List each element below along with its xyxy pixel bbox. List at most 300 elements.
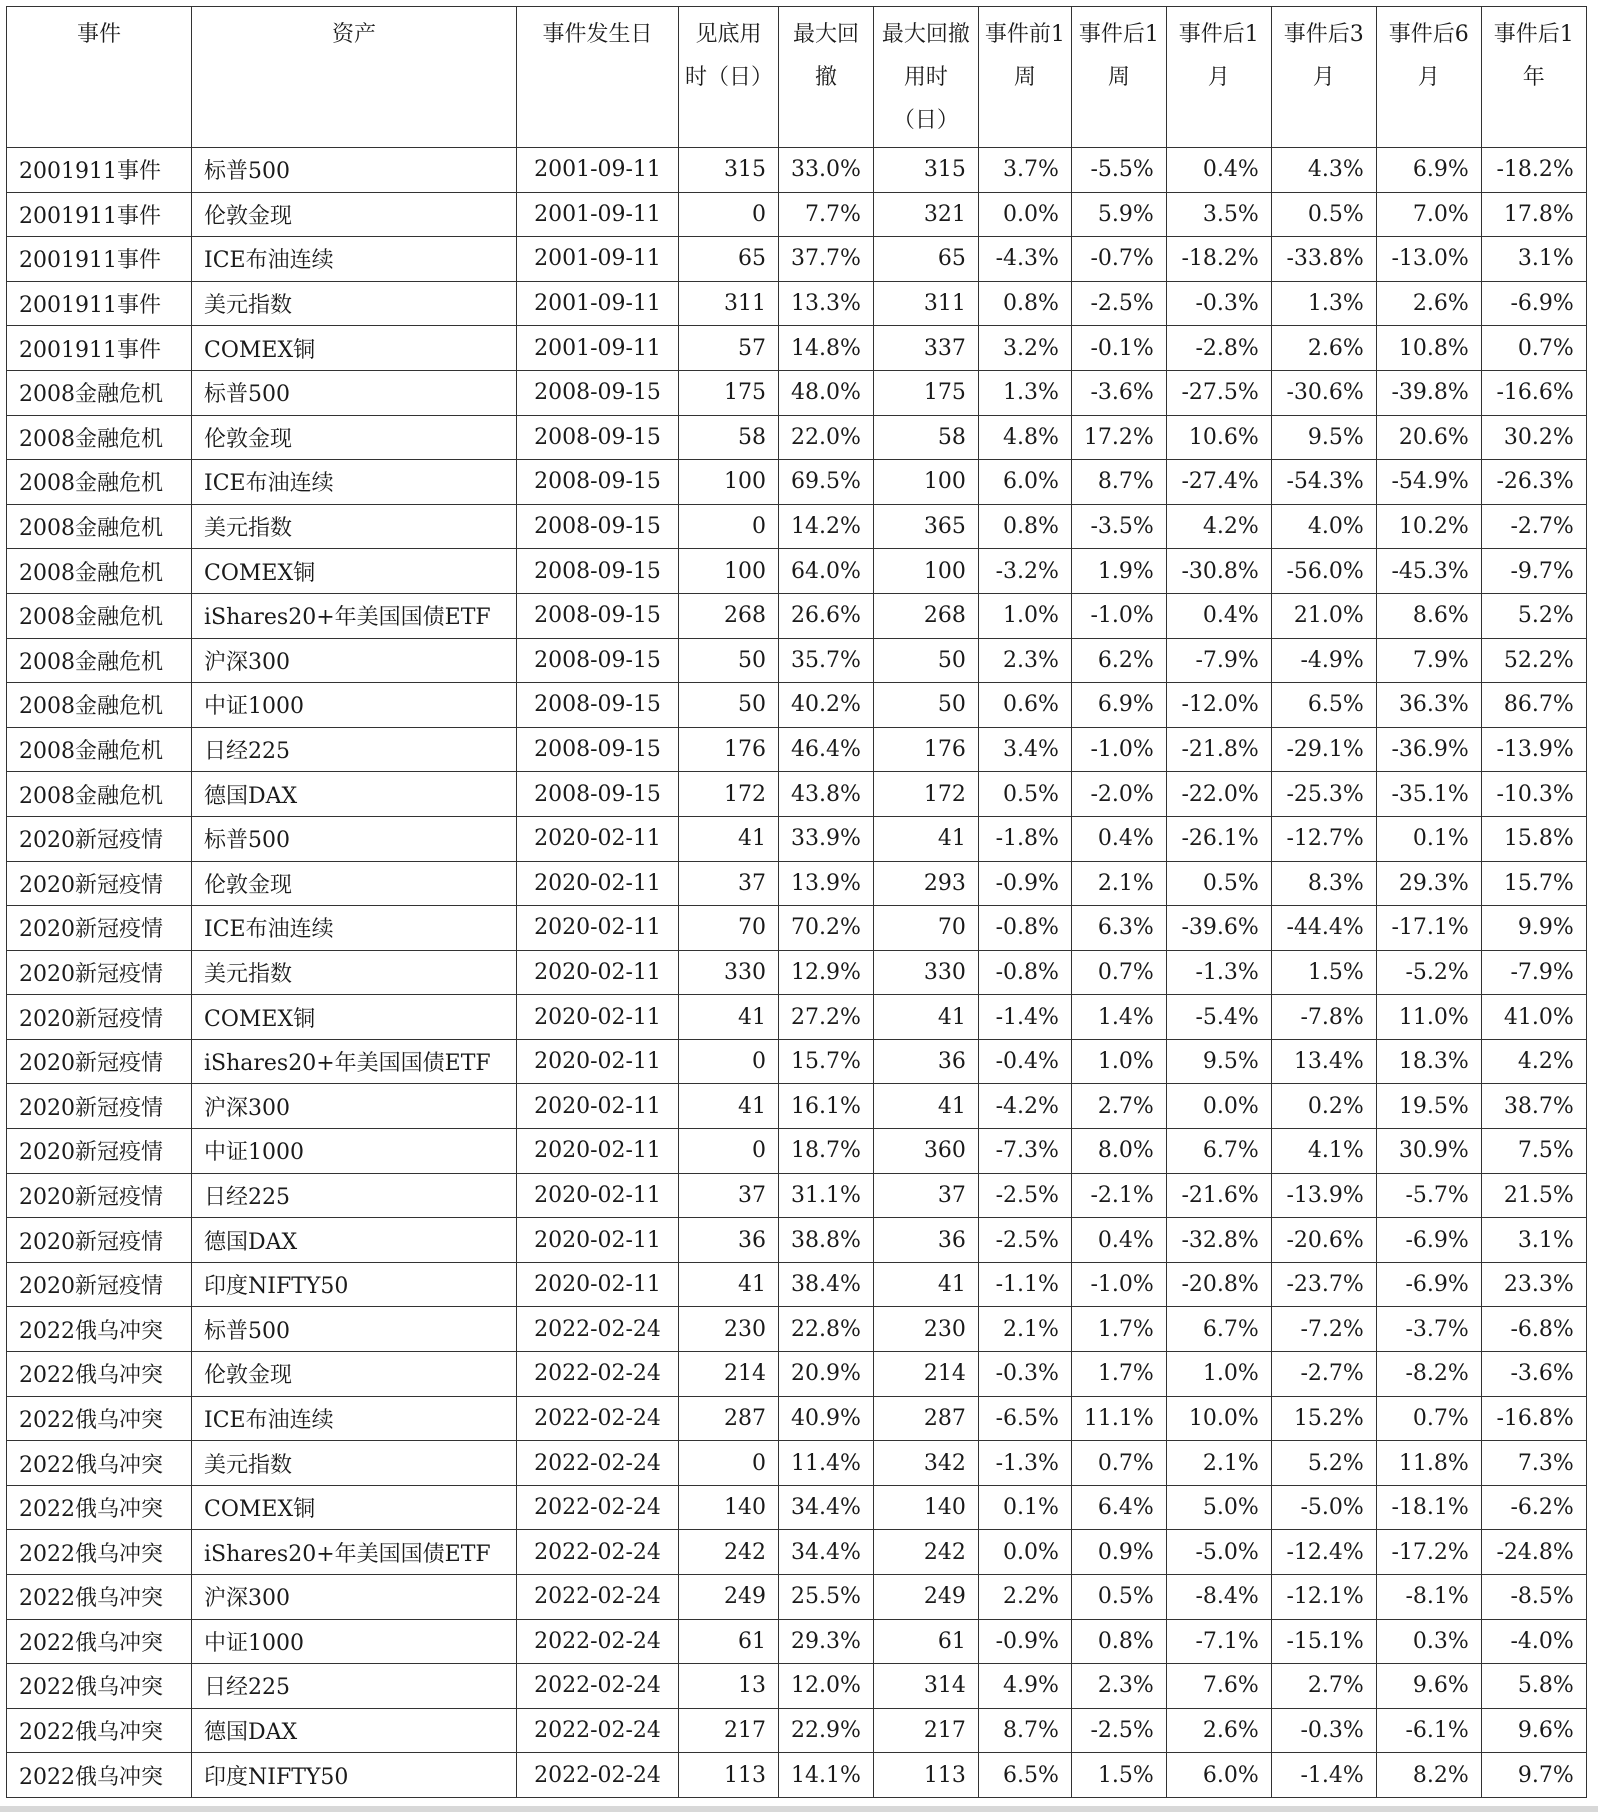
cell-1y-after: -4.0%	[1481, 1619, 1586, 1664]
cell-6m-after: -45.3%	[1376, 549, 1481, 594]
cell-1m-after: -32.8%	[1166, 1218, 1271, 1263]
cell-1m-after: -20.8%	[1166, 1262, 1271, 1307]
cell-6m-after: -6.9%	[1376, 1218, 1481, 1263]
table-row	[7, 1441, 1587, 1486]
cell-event: 2020新冠疫情	[7, 1218, 192, 1263]
cell-event-date: 2022-02-24	[517, 1708, 679, 1753]
cell-asset: 日经225	[192, 727, 517, 772]
cell-3m-after: -2.7%	[1271, 1352, 1376, 1397]
cell-max-drawdown-days: 65	[873, 237, 978, 282]
table-row	[7, 1485, 1587, 1530]
cell-asset: 标普500	[192, 1307, 517, 1352]
cell-1w-after: -5.5%	[1071, 148, 1166, 193]
table-row	[7, 1262, 1587, 1307]
cell-asset: 伦敦金现	[192, 1352, 517, 1397]
cell-event-date: 2022-02-24	[517, 1753, 679, 1798]
cell-3m-after: 13.4%	[1271, 1039, 1376, 1084]
cell-max-drawdown-days: 315	[873, 148, 978, 193]
cell-6m-after: 10.8%	[1376, 326, 1481, 371]
cell-1w-before: -1.8%	[978, 816, 1071, 861]
cell-asset: ICE布油连续	[192, 237, 517, 282]
cell-days-to-bottom: 311	[679, 281, 779, 326]
cell-3m-after: 21.0%	[1271, 593, 1376, 638]
cell-max-drawdown-days: 41	[873, 1084, 978, 1129]
cell-1y-after: 5.8%	[1481, 1664, 1586, 1709]
cell-3m-after: -1.4%	[1271, 1753, 1376, 1798]
cell-1m-after: 6.0%	[1166, 1753, 1271, 1798]
cell-max-drawdown: 14.2%	[779, 504, 874, 549]
cell-1m-after: -5.4%	[1166, 995, 1271, 1040]
cell-1w-after: 8.0%	[1071, 1129, 1166, 1174]
cell-event: 2020新冠疫情	[7, 1262, 192, 1307]
cell-1w-after: 17.2%	[1071, 415, 1166, 460]
cell-asset: 标普500	[192, 370, 517, 415]
cell-event: 2022俄乌冲突	[7, 1664, 192, 1709]
cell-event-date: 2022-02-24	[517, 1530, 679, 1575]
cell-event: 2001911事件	[7, 237, 192, 282]
cell-days-to-bottom: 36	[679, 1218, 779, 1263]
cell-max-drawdown: 48.0%	[779, 370, 874, 415]
cell-asset: 沪深300	[192, 1084, 517, 1129]
cell-max-drawdown: 22.8%	[779, 1307, 874, 1352]
table-body	[7, 148, 1587, 1798]
cell-asset: 伦敦金现	[192, 192, 517, 237]
cell-1m-after: -27.5%	[1166, 370, 1271, 415]
cell-1w-after: -3.5%	[1071, 504, 1166, 549]
cell-3m-after: -20.6%	[1271, 1218, 1376, 1263]
cell-3m-after: 2.7%	[1271, 1664, 1376, 1709]
col-header-3m-after: 事件后3月	[1271, 7, 1376, 148]
cell-max-drawdown: 26.6%	[779, 593, 874, 638]
cell-6m-after: 0.1%	[1376, 816, 1481, 861]
cell-1y-after: 41.0%	[1481, 995, 1586, 1040]
cell-event: 2020新冠疫情	[7, 1173, 192, 1218]
cell-1w-before: -3.2%	[978, 549, 1071, 594]
cell-event: 2008金融危机	[7, 638, 192, 683]
cell-1w-before: -4.3%	[978, 237, 1071, 282]
cell-1w-after: 11.1%	[1071, 1396, 1166, 1441]
cell-1w-after: 8.7%	[1071, 460, 1166, 505]
cell-1w-before: 8.7%	[978, 1708, 1071, 1753]
cell-3m-after: 9.5%	[1271, 415, 1376, 460]
cell-event: 2022俄乌冲突	[7, 1753, 192, 1798]
cell-asset: 中证1000	[192, 1129, 517, 1174]
cell-event-date: 2020-02-11	[517, 816, 679, 861]
cell-1w-after: 2.3%	[1071, 1664, 1166, 1709]
cell-event: 2020新冠疫情	[7, 1129, 192, 1174]
cell-max-drawdown-days: 100	[873, 549, 978, 594]
cell-event: 2008金融危机	[7, 772, 192, 817]
cell-1w-before: 3.7%	[978, 148, 1071, 193]
cell-1w-after: 0.7%	[1071, 1441, 1166, 1486]
cell-days-to-bottom: 58	[679, 415, 779, 460]
cell-event-date: 2008-09-15	[517, 638, 679, 683]
cell-3m-after: -12.7%	[1271, 816, 1376, 861]
cell-1y-after: 15.8%	[1481, 816, 1586, 861]
cell-days-to-bottom: 50	[679, 638, 779, 683]
cell-event-date: 2020-02-11	[517, 1084, 679, 1129]
cell-1y-after: 38.7%	[1481, 1084, 1586, 1129]
cell-max-drawdown: 40.9%	[779, 1396, 874, 1441]
cell-1y-after: 9.9%	[1481, 906, 1586, 951]
cell-asset: 标普500	[192, 816, 517, 861]
col-header-1w-after: 事件后1周	[1071, 7, 1166, 148]
cell-asset: 美元指数	[192, 1441, 517, 1486]
cell-max-drawdown-days: 113	[873, 1753, 978, 1798]
cell-1w-before: -1.3%	[978, 1441, 1071, 1486]
cell-6m-after: 18.3%	[1376, 1039, 1481, 1084]
cell-1m-after: 10.0%	[1166, 1396, 1271, 1441]
table-row	[7, 1530, 1587, 1575]
cell-1m-after: -22.0%	[1166, 772, 1271, 817]
cell-event-date: 2008-09-15	[517, 683, 679, 728]
col-header-1w-before: 事件前1周	[978, 7, 1071, 148]
cell-event-date: 2001-09-11	[517, 326, 679, 371]
cell-6m-after: -17.1%	[1376, 906, 1481, 951]
table-row	[7, 1173, 1587, 1218]
cell-1m-after: -8.4%	[1166, 1575, 1271, 1620]
cell-max-drawdown: 34.4%	[779, 1530, 874, 1575]
table-row	[7, 326, 1587, 371]
cell-event-date: 2008-09-15	[517, 549, 679, 594]
cell-1w-before: -0.8%	[978, 906, 1071, 951]
cell-6m-after: 36.3%	[1376, 683, 1481, 728]
cell-max-drawdown-days: 217	[873, 1708, 978, 1753]
cell-1m-after: -18.2%	[1166, 237, 1271, 282]
cell-3m-after: 4.0%	[1271, 504, 1376, 549]
cell-days-to-bottom: 100	[679, 549, 779, 594]
cell-max-drawdown-days: 41	[873, 995, 978, 1040]
cell-max-drawdown: 22.0%	[779, 415, 874, 460]
cell-days-to-bottom: 0	[679, 1039, 779, 1084]
cell-1m-after: -12.0%	[1166, 683, 1271, 728]
cell-1y-after: 21.5%	[1481, 1173, 1586, 1218]
cell-1m-after: 6.7%	[1166, 1307, 1271, 1352]
cell-1w-after: -1.0%	[1071, 593, 1166, 638]
cell-event: 2022俄乌冲突	[7, 1619, 192, 1664]
cell-3m-after: -23.7%	[1271, 1262, 1376, 1307]
cell-1y-after: -26.3%	[1481, 460, 1586, 505]
cell-3m-after: 4.1%	[1271, 1129, 1376, 1174]
table-row	[7, 415, 1587, 460]
cell-3m-after: -33.8%	[1271, 237, 1376, 282]
cell-1w-after: -2.0%	[1071, 772, 1166, 817]
cell-asset: 德国DAX	[192, 1218, 517, 1263]
cell-asset: COMEX铜	[192, 995, 517, 1040]
cell-1y-after: -24.8%	[1481, 1530, 1586, 1575]
col-header-asset: 资产	[192, 7, 517, 148]
cell-days-to-bottom: 249	[679, 1575, 779, 1620]
cell-max-drawdown: 29.3%	[779, 1619, 874, 1664]
cell-days-to-bottom: 113	[679, 1753, 779, 1798]
cell-1w-after: 0.5%	[1071, 1575, 1166, 1620]
cell-max-drawdown-days: 100	[873, 460, 978, 505]
cell-1y-after: 4.2%	[1481, 1039, 1586, 1084]
cell-asset: 印度NIFTY50	[192, 1262, 517, 1307]
cell-6m-after: -3.7%	[1376, 1307, 1481, 1352]
cell-3m-after: -29.1%	[1271, 727, 1376, 772]
cell-days-to-bottom: 41	[679, 1262, 779, 1307]
cell-days-to-bottom: 175	[679, 370, 779, 415]
cell-3m-after: 0.2%	[1271, 1084, 1376, 1129]
cell-event-date: 2020-02-11	[517, 1039, 679, 1084]
cell-1w-after: 1.5%	[1071, 1753, 1166, 1798]
cell-6m-after: -36.9%	[1376, 727, 1481, 772]
cell-1w-before: 0.1%	[978, 1485, 1071, 1530]
cell-1m-after: 5.0%	[1166, 1485, 1271, 1530]
cell-1w-before: 2.1%	[978, 1307, 1071, 1352]
table-row	[7, 504, 1587, 549]
cell-1y-after: 86.7%	[1481, 683, 1586, 728]
cell-max-drawdown: 69.5%	[779, 460, 874, 505]
table-row	[7, 772, 1587, 817]
cell-6m-after: 30.9%	[1376, 1129, 1481, 1174]
cell-3m-after: -12.1%	[1271, 1575, 1376, 1620]
cell-days-to-bottom: 268	[679, 593, 779, 638]
cell-max-drawdown: 70.2%	[779, 906, 874, 951]
cell-max-drawdown: 14.8%	[779, 326, 874, 371]
cell-3m-after: -7.8%	[1271, 995, 1376, 1040]
cell-event-date: 2020-02-11	[517, 1262, 679, 1307]
table-row	[7, 192, 1587, 237]
cell-6m-after: 10.2%	[1376, 504, 1481, 549]
cell-max-drawdown-days: 50	[873, 638, 978, 683]
cell-6m-after: -54.9%	[1376, 460, 1481, 505]
cell-days-to-bottom: 330	[679, 950, 779, 995]
table-row	[7, 638, 1587, 683]
cell-max-drawdown-days: 36	[873, 1218, 978, 1263]
cell-max-drawdown: 38.8%	[779, 1218, 874, 1263]
cell-3m-after: 5.2%	[1271, 1441, 1376, 1486]
cell-1m-after: 0.4%	[1166, 593, 1271, 638]
cell-event-date: 2008-09-15	[517, 593, 679, 638]
cell-6m-after: 6.9%	[1376, 148, 1481, 193]
cell-1m-after: 9.5%	[1166, 1039, 1271, 1084]
cell-1w-before: -0.8%	[978, 950, 1071, 995]
cell-6m-after: 8.2%	[1376, 1753, 1481, 1798]
cell-max-drawdown-days: 342	[873, 1441, 978, 1486]
cell-asset: 德国DAX	[192, 1708, 517, 1753]
cell-event-date: 2022-02-24	[517, 1307, 679, 1352]
cell-1w-before: 0.6%	[978, 683, 1071, 728]
cell-1y-after: 3.1%	[1481, 1218, 1586, 1263]
cell-event: 2008金融危机	[7, 504, 192, 549]
cell-days-to-bottom: 65	[679, 237, 779, 282]
cell-max-drawdown: 35.7%	[779, 638, 874, 683]
cell-event-date: 2022-02-24	[517, 1441, 679, 1486]
cell-days-to-bottom: 0	[679, 1441, 779, 1486]
cell-1m-after: 2.1%	[1166, 1441, 1271, 1486]
cell-max-drawdown: 13.3%	[779, 281, 874, 326]
cell-max-drawdown: 16.1%	[779, 1084, 874, 1129]
table-row	[7, 1352, 1587, 1397]
cell-max-drawdown: 33.9%	[779, 816, 874, 861]
cell-6m-after: 20.6%	[1376, 415, 1481, 460]
cell-days-to-bottom: 41	[679, 816, 779, 861]
table-row	[7, 683, 1587, 728]
cell-event: 2001911事件	[7, 148, 192, 193]
cell-event: 2008金融危机	[7, 727, 192, 772]
cell-1m-after: -5.0%	[1166, 1530, 1271, 1575]
cell-event-date: 2008-09-15	[517, 415, 679, 460]
cell-1y-after: -6.9%	[1481, 281, 1586, 326]
cell-1m-after: 0.4%	[1166, 148, 1271, 193]
cell-event-date: 2001-09-11	[517, 192, 679, 237]
cell-3m-after: 0.5%	[1271, 192, 1376, 237]
cell-days-to-bottom: 41	[679, 1084, 779, 1129]
cell-days-to-bottom: 172	[679, 772, 779, 817]
cell-event: 2020新冠疫情	[7, 816, 192, 861]
cell-event: 2022俄乌冲突	[7, 1708, 192, 1753]
cell-max-drawdown-days: 293	[873, 861, 978, 906]
cell-1w-after: 5.9%	[1071, 192, 1166, 237]
cell-1m-after: 1.0%	[1166, 1352, 1271, 1397]
cell-6m-after: 7.9%	[1376, 638, 1481, 683]
cell-asset: 中证1000	[192, 683, 517, 728]
cell-1w-after: -3.6%	[1071, 370, 1166, 415]
cell-max-drawdown: 20.9%	[779, 1352, 874, 1397]
cell-event-date: 2001-09-11	[517, 237, 679, 282]
table-row	[7, 1039, 1587, 1084]
cell-max-drawdown: 18.7%	[779, 1129, 874, 1174]
cell-3m-after: -0.3%	[1271, 1708, 1376, 1753]
cell-1w-before: -4.2%	[978, 1084, 1071, 1129]
cell-max-drawdown-days: 50	[873, 683, 978, 728]
cell-max-drawdown: 34.4%	[779, 1485, 874, 1530]
cell-1m-after: 3.5%	[1166, 192, 1271, 237]
cell-1w-before: -1.4%	[978, 995, 1071, 1040]
cell-1m-after: 2.6%	[1166, 1708, 1271, 1753]
cell-1y-after: -3.6%	[1481, 1352, 1586, 1397]
page-bottom-border	[0, 1806, 1598, 1812]
cell-event: 2022俄乌冲突	[7, 1396, 192, 1441]
cell-1w-after: 6.4%	[1071, 1485, 1166, 1530]
cell-1m-after: 7.6%	[1166, 1664, 1271, 1709]
cell-max-drawdown: 31.1%	[779, 1173, 874, 1218]
cell-1m-after: -7.1%	[1166, 1619, 1271, 1664]
table-row	[7, 1619, 1587, 1664]
cell-event-date: 2020-02-11	[517, 1218, 679, 1263]
cell-asset: ICE布油连续	[192, 1396, 517, 1441]
cell-event: 2008金融危机	[7, 683, 192, 728]
table-row	[7, 1129, 1587, 1174]
cell-max-drawdown: 15.7%	[779, 1039, 874, 1084]
cell-1m-after: -39.6%	[1166, 906, 1271, 951]
cell-event: 2022俄乌冲突	[7, 1530, 192, 1575]
cell-1w-before: 3.4%	[978, 727, 1071, 772]
table-row	[7, 593, 1587, 638]
cell-asset: 美元指数	[192, 950, 517, 995]
cell-max-drawdown-days: 365	[873, 504, 978, 549]
cell-3m-after: -30.6%	[1271, 370, 1376, 415]
cell-3m-after: 1.5%	[1271, 950, 1376, 995]
cell-asset: ICE布油连续	[192, 906, 517, 951]
cell-6m-after: -17.2%	[1376, 1530, 1481, 1575]
cell-event-date: 2008-09-15	[517, 504, 679, 549]
table-row	[7, 1218, 1587, 1263]
table-row	[7, 1307, 1587, 1352]
cell-event: 2020新冠疫情	[7, 1039, 192, 1084]
cell-asset: ICE布油连续	[192, 460, 517, 505]
cell-1w-before: 0.0%	[978, 192, 1071, 237]
cell-6m-after: -6.1%	[1376, 1708, 1481, 1753]
cell-max-drawdown: 13.9%	[779, 861, 874, 906]
cell-days-to-bottom: 13	[679, 1664, 779, 1709]
cell-1w-before: -0.3%	[978, 1352, 1071, 1397]
cell-1w-after: 6.9%	[1071, 683, 1166, 728]
cell-event-date: 2008-09-15	[517, 460, 679, 505]
cell-max-drawdown-days: 172	[873, 772, 978, 817]
table-row	[7, 995, 1587, 1040]
cell-asset: COMEX铜	[192, 326, 517, 371]
cell-asset: 日经225	[192, 1664, 517, 1709]
cell-1w-before: 2.2%	[978, 1575, 1071, 1620]
cell-max-drawdown-days: 37	[873, 1173, 978, 1218]
cell-1w-before: -1.1%	[978, 1262, 1071, 1307]
cell-1m-after: -26.1%	[1166, 816, 1271, 861]
cell-max-drawdown-days: 41	[873, 816, 978, 861]
cell-6m-after: -6.9%	[1376, 1262, 1481, 1307]
cell-event: 2020新冠疫情	[7, 950, 192, 995]
cell-1w-after: 0.9%	[1071, 1530, 1166, 1575]
table-row	[7, 950, 1587, 995]
cell-1m-after: -7.9%	[1166, 638, 1271, 683]
cell-max-drawdown-days: 140	[873, 1485, 978, 1530]
cell-max-drawdown-days: 360	[873, 1129, 978, 1174]
cell-1y-after: 5.2%	[1481, 593, 1586, 638]
cell-1m-after: -21.8%	[1166, 727, 1271, 772]
table-row	[7, 1575, 1587, 1620]
cell-1y-after: -2.7%	[1481, 504, 1586, 549]
cell-1m-after: 0.5%	[1166, 861, 1271, 906]
cell-1w-after: 6.2%	[1071, 638, 1166, 683]
header-row	[7, 7, 1587, 148]
table-row	[7, 1664, 1587, 1709]
cell-6m-after: 9.6%	[1376, 1664, 1481, 1709]
cell-1y-after: 30.2%	[1481, 415, 1586, 460]
cell-event-date: 2022-02-24	[517, 1664, 679, 1709]
cell-max-drawdown-days: 337	[873, 326, 978, 371]
cell-1w-before: 0.5%	[978, 772, 1071, 817]
cell-asset: 美元指数	[192, 504, 517, 549]
cell-days-to-bottom: 37	[679, 861, 779, 906]
cell-max-drawdown-days: 321	[873, 192, 978, 237]
cell-1y-after: 7.5%	[1481, 1129, 1586, 1174]
cell-1w-after: 1.9%	[1071, 549, 1166, 594]
cell-1w-after: -0.1%	[1071, 326, 1166, 371]
cell-6m-after: -5.7%	[1376, 1173, 1481, 1218]
cell-3m-after: 2.6%	[1271, 326, 1376, 371]
cell-event-date: 2008-09-15	[517, 370, 679, 415]
cell-1m-after: -1.3%	[1166, 950, 1271, 995]
cell-days-to-bottom: 100	[679, 460, 779, 505]
cell-max-drawdown-days: 61	[873, 1619, 978, 1664]
cell-max-drawdown: 43.8%	[779, 772, 874, 817]
cell-1m-after: -21.6%	[1166, 1173, 1271, 1218]
cell-event: 2022俄乌冲突	[7, 1352, 192, 1397]
cell-1y-after: 52.2%	[1481, 638, 1586, 683]
cell-3m-after: -25.3%	[1271, 772, 1376, 817]
cell-1w-before: 0.0%	[978, 1530, 1071, 1575]
cell-event-date: 2020-02-11	[517, 1173, 679, 1218]
cell-6m-after: 11.0%	[1376, 995, 1481, 1040]
cell-1w-before: -2.5%	[978, 1218, 1071, 1263]
cell-max-drawdown: 46.4%	[779, 727, 874, 772]
cell-1m-after: 6.7%	[1166, 1129, 1271, 1174]
cell-max-drawdown: 38.4%	[779, 1262, 874, 1307]
col-header-max-drawdown: 最大回撤	[779, 7, 874, 148]
cell-max-drawdown-days: 58	[873, 415, 978, 460]
